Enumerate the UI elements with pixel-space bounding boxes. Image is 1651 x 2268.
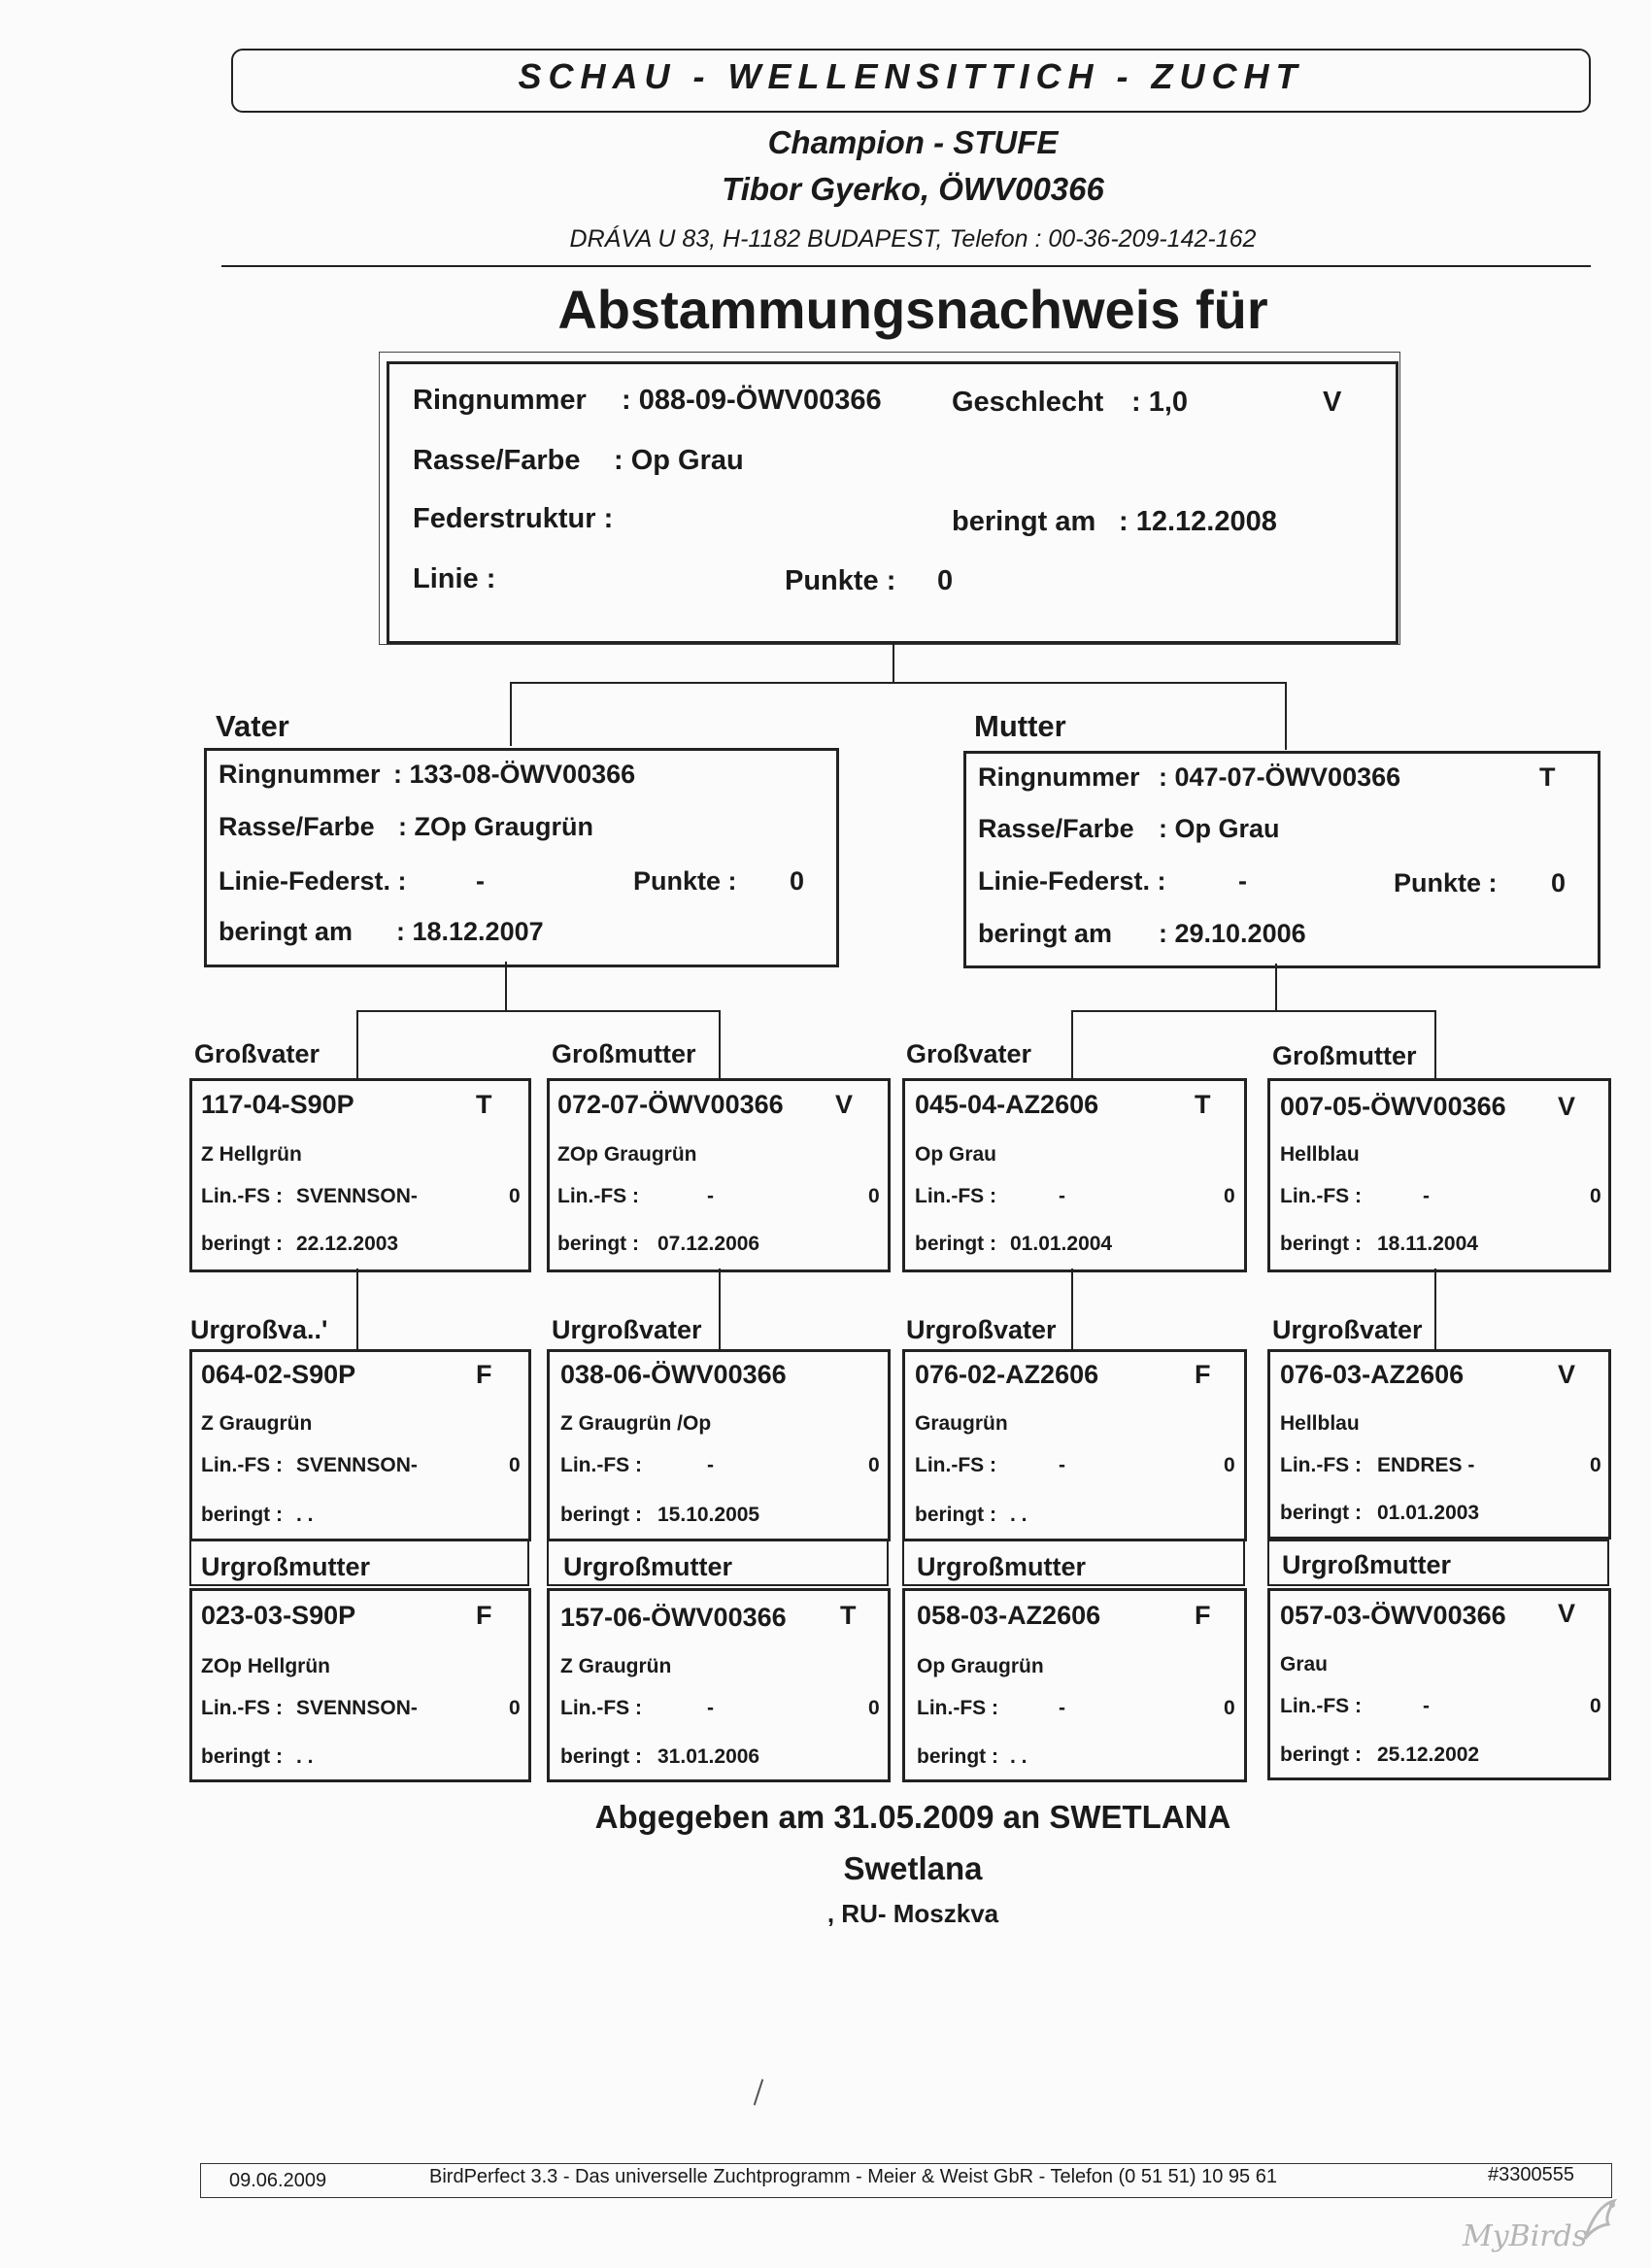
tree-line — [1434, 1269, 1436, 1350]
great-grandfather-color: Hellblau — [1280, 1412, 1360, 1435]
mother-ringed: : 29.10.2006 — [1159, 919, 1306, 948]
grandparent-lin: SVENNSON- — [296, 1185, 418, 1207]
grandparent-role: Großmutter — [552, 1039, 696, 1068]
great-grandfather-ringed-label: beringt : — [201, 1504, 283, 1526]
great-grandfather-lin: - — [707, 1454, 714, 1476]
father-role: Vater — [216, 709, 289, 743]
great-grandmother-ringed: . . — [296, 1745, 314, 1768]
mother-ring: : 047-07-ÖWV00366 — [1159, 762, 1401, 792]
mother-flag: T — [1539, 762, 1556, 792]
mother-ring-label: Ringnummer — [978, 762, 1140, 792]
grandparent-ringed-label: beringt : — [201, 1233, 283, 1255]
grandparent-lin-label: Lin.-FS : — [201, 1185, 283, 1207]
great-grandmother-lin: - — [1423, 1695, 1430, 1717]
great-grandmother-flag: F — [476, 1601, 492, 1630]
tree-line — [356, 1010, 721, 1012]
tree-line — [510, 682, 1287, 684]
mother-points: 0 — [1551, 868, 1567, 897]
great-grandmother-lin: - — [1059, 1697, 1065, 1719]
great-grandmother-color: Grau — [1280, 1653, 1329, 1676]
tree-line — [1285, 682, 1287, 750]
great-grandfather-role: Urgroßvater — [552, 1315, 702, 1344]
main-breed: : Op Grau — [614, 445, 744, 476]
main-ring: : 088-09-ÖWV00366 — [622, 385, 882, 416]
main-feather-label: Federstruktur : — [413, 503, 614, 534]
great-grandmother-role: Urgroßmutter — [1282, 1550, 1451, 1579]
great-grandmother-ring: 023-03-S90P — [201, 1601, 356, 1630]
great-grandmother-flag: V — [1558, 1599, 1576, 1628]
grandparent-ringed-label: beringt : — [1280, 1233, 1362, 1255]
tree-line — [1275, 964, 1277, 1012]
main-points-label: Punkte : — [785, 565, 896, 596]
grandparent-ringed: 18.11.2004 — [1377, 1233, 1478, 1255]
grandparent-points: 0 — [509, 1185, 521, 1207]
great-grandfather-flag: V — [1558, 1360, 1576, 1389]
great-grandmother-color: ZOp Hellgrün — [201, 1655, 330, 1677]
grandparent-ringed: 01.01.2004 — [1010, 1233, 1113, 1255]
great-grandfather-lin-label: Lin.-FS : — [201, 1454, 283, 1476]
great-grandfather-role: Urgroßvater — [906, 1315, 1057, 1344]
great-grandmother-ringed-label: beringt : — [917, 1745, 998, 1768]
mother-role: Mutter — [974, 709, 1066, 743]
grandparent-color: ZOp Graugrün — [557, 1143, 697, 1166]
great-grandmother-lin-label: Lin.-FS : — [1280, 1695, 1362, 1717]
great-grandmother-lin-label: Lin.-FS : — [560, 1697, 642, 1719]
header-divider — [221, 265, 1591, 267]
great-grandmother-lin: - — [707, 1697, 714, 1719]
grandparent-lin-label: Lin.-FS : — [915, 1185, 996, 1207]
great-grandfather-flag: F — [1195, 1360, 1211, 1389]
grandparent-lin: - — [707, 1185, 714, 1207]
great-grandfather-color: Z Graugrün — [201, 1412, 313, 1435]
tree-line — [1071, 1010, 1073, 1080]
great-grandmother-color: Z Graugrün — [560, 1655, 672, 1677]
grandparent-ringed: 07.12.2006 — [657, 1233, 760, 1255]
main-points: 0 — [937, 565, 954, 596]
great-grandmother-ringed: 25.12.2002 — [1377, 1743, 1480, 1766]
father-breed-label: Rasse/Farbe — [219, 812, 375, 841]
great-grandfather-points: 0 — [509, 1454, 521, 1476]
great-grandmother-flag: T — [840, 1601, 857, 1630]
tree-line — [719, 1269, 721, 1350]
main-flag: V — [1323, 387, 1342, 418]
great-grandfather-ring: 064-02-S90P — [201, 1360, 356, 1389]
great-grandfather-role: Urgroßvater — [1272, 1315, 1423, 1344]
tree-line — [719, 1010, 721, 1080]
great-grandfather-role: Urgroßva..' — [190, 1315, 328, 1344]
great-grandfather-lin: SVENNSON- — [296, 1454, 418, 1476]
transfer-text: Abgegeben am 31.05.2009 an SWETLANA — [594, 1799, 1231, 1835]
grandparent-color: Hellblau — [1280, 1143, 1360, 1166]
father-ring-label: Ringnummer — [219, 760, 381, 789]
great-grandmother-ringed: 31.01.2006 — [657, 1745, 760, 1768]
grandparent-flag: V — [835, 1090, 854, 1119]
grandparent-flag: T — [1195, 1090, 1211, 1119]
pen-mark — [754, 2079, 764, 2105]
header-address: DRÁVA U 83, H-1182 BUDAPEST, Telefon : 00-36-209-142-162 — [569, 225, 1257, 253]
great-grandfather-ringed: 01.01.2003 — [1377, 1502, 1480, 1524]
great-grandfather-ringed-label: beringt : — [560, 1504, 642, 1526]
great-grandmother-points: 0 — [868, 1697, 880, 1719]
great-grandmother-lin-label: Lin.-FS : — [201, 1697, 283, 1719]
mother-ringed-label: beringt am — [978, 919, 1113, 948]
father-ringed: : 18.12.2007 — [396, 917, 544, 946]
great-grandfather-ringed-label: beringt : — [915, 1504, 996, 1526]
footer-date: 09.06.2009 — [229, 2170, 327, 2191]
tree-line — [505, 962, 507, 1012]
grandparent-ring: 117-04-S90P — [201, 1090, 354, 1119]
grandparent-color: Op Grau — [915, 1143, 997, 1166]
grandparent-lin-label: Lin.-FS : — [557, 1185, 639, 1207]
header-banner: SCHAU - WELLENSITTICH - ZUCHT — [518, 56, 1304, 96]
great-grandfather-ringed: . . — [1010, 1504, 1028, 1526]
grandparent-lin-label: Lin.-FS : — [1280, 1185, 1362, 1207]
great-grandfather-ring: 076-02-AZ2606 — [915, 1360, 1099, 1389]
great-grandmother-color: Op Graugrün — [917, 1655, 1044, 1677]
tree-line — [1071, 1010, 1436, 1012]
main-sex: : 1,0 — [1131, 387, 1189, 418]
main-breed-label: Rasse/Farbe — [413, 445, 581, 476]
father-ringed-label: beringt am — [219, 917, 354, 946]
mother-line-label: Linie-Federst. : — [978, 866, 1166, 896]
tree-line — [893, 641, 894, 683]
great-grandfather-points: 0 — [1224, 1454, 1235, 1476]
great-grandfather-points: 0 — [868, 1454, 880, 1476]
main-ringed-label: beringt am — [952, 506, 1096, 537]
grandparent-points: 0 — [868, 1185, 880, 1207]
great-grandfather-ring: 076-03-AZ2606 — [1280, 1360, 1465, 1389]
grandparent-ringed-label: beringt : — [915, 1233, 996, 1255]
great-grandfather-lin-label: Lin.-FS : — [1280, 1454, 1362, 1476]
great-grandfather-ringed: . . — [296, 1504, 314, 1526]
mother-breed-label: Rasse/Farbe — [978, 814, 1134, 843]
great-grandmother-ringed-label: beringt : — [560, 1745, 642, 1768]
grandparent-role: Großvater — [906, 1039, 1032, 1068]
grandparent-ring: 045-04-AZ2606 — [915, 1090, 1099, 1119]
grandparent-role: Großmutter — [1272, 1041, 1417, 1070]
tree-line — [356, 1269, 358, 1350]
main-line-label: Linie : — [413, 563, 496, 594]
header-level: Champion - STUFE — [767, 124, 1059, 160]
great-grandmother-ring: 057-03-ÖWV00366 — [1280, 1601, 1506, 1630]
father-breed: : ZOp Graugrün — [398, 812, 593, 841]
father-points: 0 — [790, 866, 805, 896]
great-grandmother-ringed-label: beringt : — [201, 1745, 283, 1768]
great-grandfather-lin: - — [1059, 1454, 1065, 1476]
tree-line — [356, 1010, 358, 1080]
buyer-name: Swetlana — [843, 1850, 983, 1886]
bird-logo-icon — [1575, 2195, 1624, 2249]
grandparent-flag: V — [1558, 1092, 1576, 1121]
grandparent-color: Z Hellgrün — [201, 1143, 302, 1166]
great-grandfather-ringed-label: beringt : — [1280, 1502, 1362, 1524]
great-grandfather-ring: 038-06-ÖWV00366 — [560, 1360, 787, 1389]
watermark: MyBirds — [1463, 2219, 1588, 2253]
great-grandfather-color: Z Graugrün /Op — [560, 1412, 712, 1435]
great-grandmother-points: 0 — [509, 1697, 521, 1719]
great-grandfather-flag: F — [476, 1360, 492, 1389]
main-ringed: : 12.12.2008 — [1119, 506, 1277, 537]
great-grandfather-lin-label: Lin.-FS : — [560, 1454, 642, 1476]
great-grandfather-color: Graugrün — [915, 1412, 1008, 1435]
father-points-label: Punkte : — [633, 866, 737, 896]
great-grandmother-role: Urgroßmutter — [917, 1552, 1086, 1581]
main-ring-label: Ringnummer — [413, 385, 587, 416]
grandparent-points: 0 — [1224, 1185, 1235, 1207]
great-grandmother-ringed: . . — [1010, 1745, 1028, 1768]
great-grandmother-ringed-label: beringt : — [1280, 1743, 1362, 1766]
grandparent-ringed-label: beringt : — [557, 1233, 639, 1255]
grandparent-lin: - — [1423, 1185, 1430, 1207]
great-grandmother-lin: SVENNSON- — [296, 1697, 418, 1719]
tree-line — [510, 682, 512, 746]
grandparent-ringed: 22.12.2003 — [296, 1233, 399, 1255]
grandparent-points: 0 — [1590, 1185, 1601, 1207]
great-grandmother-flag: F — [1195, 1601, 1211, 1630]
great-grandfather-points: 0 — [1590, 1454, 1601, 1476]
main-sex-label: Geschlecht — [952, 387, 1104, 418]
great-grandmother-lin-label: Lin.-FS : — [917, 1697, 998, 1719]
great-grandfather-lin: ENDRES - — [1377, 1454, 1475, 1476]
mother-line: - — [1238, 866, 1247, 896]
father-line-label: Linie-Federst. : — [219, 866, 407, 896]
footer-software: BirdPerfect 3.3 - Das universelle Zuchtprogramm - Meier & Weist GbR - Telefon (0 51 51) 10 95 61 — [429, 2166, 1277, 2187]
grandparent-lin: - — [1059, 1185, 1065, 1207]
mother-breed: : Op Grau — [1159, 814, 1280, 843]
grandparent-ring: 072-07-ÖWV00366 — [557, 1090, 784, 1119]
great-grandfather-lin-label: Lin.-FS : — [915, 1454, 996, 1476]
great-grandmother-role: Urgroßmutter — [563, 1552, 732, 1581]
grandparent-role: Großvater — [194, 1039, 320, 1068]
grandparent-ring: 007-05-ÖWV00366 — [1280, 1092, 1506, 1121]
page-title: Abstammungsnachweis für — [557, 279, 1268, 340]
tree-line — [1071, 1269, 1073, 1350]
footer-number: #3300555 — [1488, 2164, 1574, 2185]
great-grandfather-ringed: 15.10.2005 — [657, 1504, 760, 1526]
father-ring: : 133-08-ÖWV00366 — [393, 760, 636, 789]
mother-points-label: Punkte : — [1394, 868, 1498, 897]
great-grandmother-role: Urgroßmutter — [201, 1552, 370, 1581]
great-grandmother-ring: 157-06-ÖWV00366 — [560, 1603, 787, 1632]
tree-line — [1434, 1010, 1436, 1080]
great-grandmother-points: 0 — [1590, 1695, 1601, 1717]
father-line: - — [476, 866, 485, 896]
great-grandmother-ring: 058-03-AZ2606 — [917, 1601, 1101, 1630]
grandparent-flag: T — [476, 1090, 492, 1119]
header-breeder: Tibor Gyerko, ÖWV00366 — [722, 171, 1104, 207]
buyer-city: , RU- Moszkva — [826, 1899, 999, 1928]
great-grandmother-points: 0 — [1224, 1697, 1235, 1719]
